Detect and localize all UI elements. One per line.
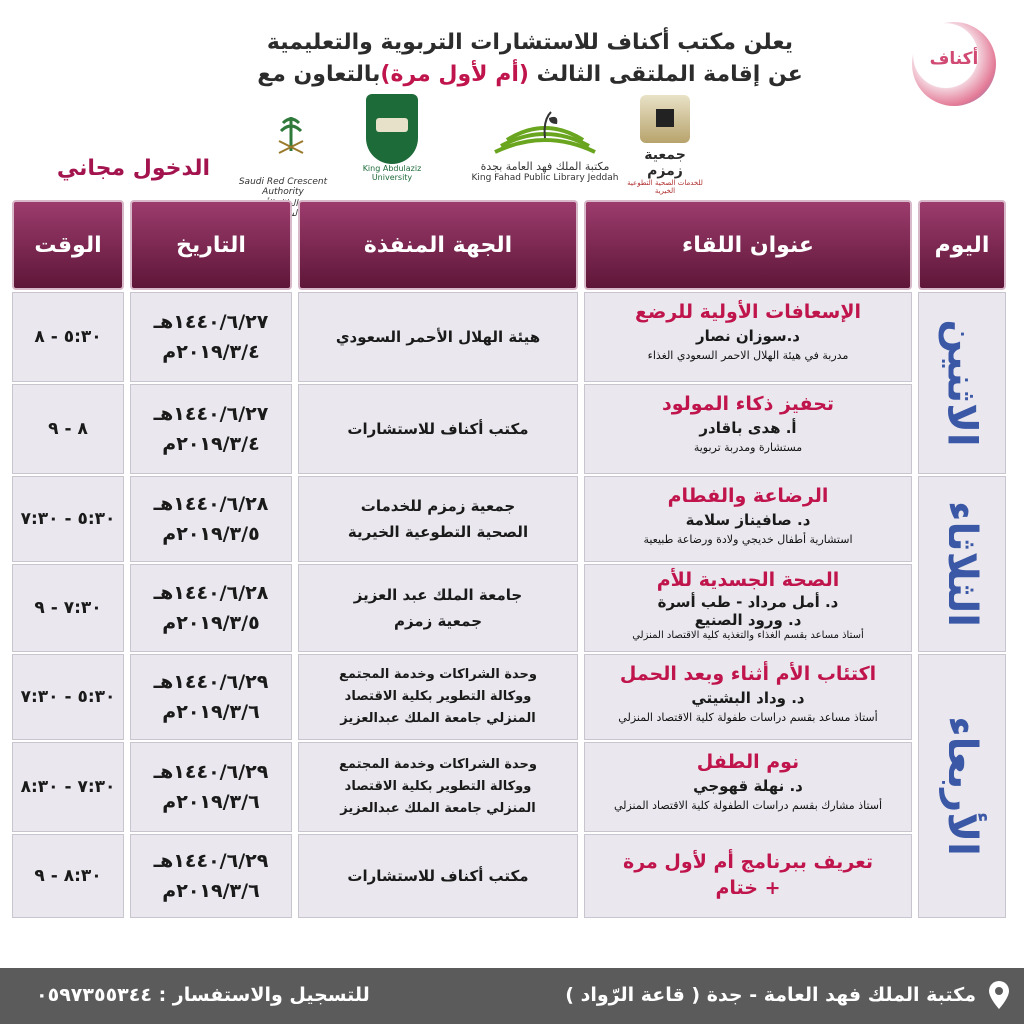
announcement-highlight: (أم لأول مرة) bbox=[380, 62, 529, 87]
row-1-time: ٥:٣٠ - ٨ bbox=[34, 327, 102, 347]
row-5-time: ٥:٣٠ - ٧:٣٠ bbox=[20, 687, 116, 707]
row-6-title-cell bbox=[584, 742, 912, 832]
row-7-date-hijri: ١٤٤٠/٦/٢٩هـ bbox=[153, 850, 269, 872]
announcement-line-1: يعلن مكتب أكناف للاستشارات التربوية والتعليمية bbox=[266, 30, 794, 55]
row-1-title-cell bbox=[584, 292, 912, 382]
row-3-entity-cell bbox=[298, 476, 578, 562]
row-2-date-greg: ٢٠١٩/٣/٤م bbox=[162, 433, 260, 455]
announcement-line-2 bbox=[230, 62, 830, 87]
row-3-speaker: د. صافيناز سلامة bbox=[685, 511, 811, 529]
open-book-icon bbox=[485, 108, 605, 160]
row-5-date-hijri: ١٤٤٠/٦/٢٩هـ bbox=[153, 671, 269, 693]
row-3-entity-line-1: جمعية زمزم للخدمات bbox=[360, 497, 516, 515]
row-3-time: ٥:٣٠ - ٧:٣٠ bbox=[20, 509, 116, 529]
column-header-time: الوقت bbox=[12, 200, 124, 290]
row-5-title: اكتئاب الأم أثناء وبعد الحمل bbox=[619, 663, 877, 685]
row-4-entity-cell bbox=[298, 564, 578, 652]
row-1-title: الإسعافات الأولية للرضع bbox=[634, 301, 862, 323]
akna-logo-text: أكناف bbox=[929, 49, 979, 69]
row-6-entity-line-3: المنزلي جامعة الملك عبدالعزيز bbox=[340, 801, 536, 816]
row-7-time: ٨:٣٠ - ٩ bbox=[34, 866, 102, 886]
row-4-date-cell bbox=[130, 564, 292, 652]
red-crescent-icon bbox=[243, 95, 323, 175]
row-5-entity-line-1: وحدة الشراكات وخدمة المجتمع bbox=[338, 667, 538, 682]
day-cell-tuesday bbox=[918, 476, 1006, 652]
row-5-speaker: د. وداد البشيتي bbox=[691, 689, 805, 707]
akna-logo bbox=[912, 22, 996, 106]
row-2-role: مستشارة ومدربة تربوية bbox=[693, 441, 803, 454]
row-4-title-cell bbox=[584, 564, 912, 652]
row-7-title-line-1: تعريف ببرنامج أم لأول مرة bbox=[622, 851, 873, 873]
row-4-date-hijri: ١٤٤٠/٦/٢٨هـ bbox=[153, 582, 269, 604]
row-5-entity-line-3: المنزلي جامعة الملك عبدالعزيز bbox=[340, 711, 536, 726]
row-3-title: الرضاعة والفطام bbox=[667, 485, 829, 507]
row-4-entity-line-1: جامعة الملك عبد العزيز bbox=[353, 586, 523, 604]
column-header-day: اليوم bbox=[918, 200, 1006, 290]
announcement-pre: عن إقامة الملتقى الثالث bbox=[536, 62, 803, 87]
row-2-title-cell bbox=[584, 384, 912, 474]
row-7-title-cell bbox=[584, 834, 912, 918]
footer-location: مكتبة الملك فهد العامة - جدة ( قاعة الرّواد ) bbox=[565, 984, 976, 1006]
kau-logo bbox=[352, 94, 432, 186]
library-logo bbox=[470, 108, 620, 188]
row-2-speaker: أ. هدى باقادر bbox=[699, 419, 797, 437]
row-7-time-cell bbox=[12, 834, 124, 918]
row-5-date-greg: ٢٠١٩/٣/٦م bbox=[162, 701, 260, 723]
row-1-entity-cell bbox=[298, 292, 578, 382]
row-7-date-cell bbox=[130, 834, 292, 918]
footer-bar bbox=[0, 968, 1024, 1024]
row-3-title-cell bbox=[584, 476, 912, 562]
announcement-post: بالتعاون مع bbox=[257, 62, 381, 87]
row-6-date-cell bbox=[130, 742, 292, 832]
row-6-time-cell bbox=[12, 742, 124, 832]
university-crest-icon bbox=[366, 94, 418, 164]
row-6-date-greg: ٢٠١٩/٣/٦م bbox=[162, 791, 260, 813]
row-4-entity-line-2: جمعية زمزم bbox=[393, 612, 483, 630]
day-label-wednesday: الأربعاء bbox=[939, 716, 985, 856]
red-crescent-logo bbox=[238, 95, 328, 205]
zamzam-logo-name: جمعية زمزم bbox=[644, 147, 686, 179]
row-2-entity: مكتب أكناف للاستشارات bbox=[347, 420, 529, 438]
row-3-date-hijri: ١٤٤٠/٦/٢٨هـ bbox=[153, 493, 269, 515]
row-3-time-cell bbox=[12, 476, 124, 562]
row-5-date-cell bbox=[130, 654, 292, 740]
row-4-title: الصحة الجسدية للأم bbox=[656, 569, 840, 591]
day-cell-wednesday bbox=[918, 654, 1006, 918]
row-5-role: أستاذ مساعد بقسم دراسات طفولة كلية الاقتصاد المنزلي bbox=[618, 711, 878, 724]
day-cell-monday bbox=[918, 292, 1006, 474]
row-6-entity-line-1: وحدة الشراكات وخدمة المجتمع bbox=[338, 757, 538, 772]
row-3-role: استشارية أطفال خديجي ولادة ورضاعة طبيعية bbox=[643, 533, 853, 546]
row-2-date-hijri: ١٤٤٠/٦/٢٧هـ bbox=[153, 403, 269, 425]
row-6-title: نوم الطفل bbox=[696, 751, 800, 773]
row-4-date-greg: ٢٠١٩/٣/٥م bbox=[162, 612, 260, 634]
row-4-speaker-2: د. ورود الصنيع bbox=[694, 611, 802, 629]
row-4-role: أستاذ مساعد بقسم الغذاء والتغذية كلية الاقتصاد المنزلي bbox=[632, 630, 864, 641]
column-header-entity: الجهة المنفذة bbox=[298, 200, 578, 290]
row-1-date-greg: ٢٠١٩/٣/٤م bbox=[162, 341, 260, 363]
row-2-time: ٨ - ٩ bbox=[48, 419, 88, 439]
row-7-entity: مكتب أكناف للاستشارات bbox=[347, 867, 529, 885]
free-entry-label: الدخول مجاني bbox=[56, 156, 210, 181]
kaaba-icon bbox=[640, 95, 690, 143]
row-7-date-greg: ٢٠١٩/٣/٦م bbox=[162, 880, 260, 902]
row-7-title-line-2: + ختام bbox=[715, 877, 781, 899]
footer-registration: للتسجيل والاستفسار : ٠٥٩٧٣٥٥٣٤٤ bbox=[36, 984, 370, 1006]
row-1-date-hijri: ١٤٤٠/٦/٢٧هـ bbox=[153, 311, 269, 333]
day-label-monday: الاثنين bbox=[939, 319, 986, 447]
row-6-entity-cell bbox=[298, 742, 578, 832]
row-5-entity-line-2: ووكالة التطوير بكلية الاقتصاد bbox=[344, 689, 532, 704]
row-2-date-cell bbox=[130, 384, 292, 474]
row-4-time-cell bbox=[12, 564, 124, 652]
row-2-time-cell bbox=[12, 384, 124, 474]
zamzam-logo bbox=[626, 95, 704, 200]
row-2-title: تحفيز ذكاء المولود bbox=[661, 393, 835, 415]
row-6-role: أستاذ مشارك بقسم دراسات الطفولة كلية الاقتصاد المنزلي bbox=[613, 799, 883, 812]
library-logo-ar: مكتبة الملك فهد العامة بجدة bbox=[480, 160, 610, 173]
row-3-entity-line-2: الصحية التطوعية الخيرية bbox=[347, 523, 529, 541]
row-6-speaker: د. نهلة قهوجي bbox=[693, 777, 803, 795]
row-1-time-cell bbox=[12, 292, 124, 382]
row-3-date-cell bbox=[130, 476, 292, 562]
row-5-time-cell bbox=[12, 654, 124, 740]
red-crescent-logo-en: Saudi Red Crescent Authority bbox=[238, 177, 328, 197]
column-header-title: عنوان اللقاء bbox=[584, 200, 912, 290]
row-5-title-cell bbox=[584, 654, 912, 740]
row-1-entity: هيئة الهلال الأحمر السعودي bbox=[335, 328, 541, 346]
column-header-date: التاريخ bbox=[130, 200, 292, 290]
row-6-entity-line-2: ووكالة التطوير بكلية الاقتصاد bbox=[344, 779, 532, 794]
row-7-entity-cell bbox=[298, 834, 578, 918]
row-5-entity-cell bbox=[298, 654, 578, 740]
row-1-date-cell bbox=[130, 292, 292, 382]
row-1-role: مدربة في هيئة الهلال الاحمر السعودي الغذاء bbox=[647, 349, 849, 362]
row-6-date-hijri: ١٤٤٠/٦/٢٩هـ bbox=[153, 761, 269, 783]
row-4-time: ٧:٣٠ - ٩ bbox=[34, 598, 102, 618]
library-logo-en: King Fahad Public Library Jeddah bbox=[471, 173, 619, 183]
kau-logo-sub: King Abdulaziz University bbox=[362, 164, 422, 182]
location-pin-icon bbox=[988, 980, 1010, 1010]
day-label-tuesday: الثلاثاء bbox=[939, 501, 986, 627]
zamzam-logo-sub: للخدمات الصحية التطوعية الخيرية bbox=[627, 179, 703, 195]
row-2-entity-cell bbox=[298, 384, 578, 474]
row-3-date-greg: ٢٠١٩/٣/٥م bbox=[162, 523, 260, 545]
row-4-speaker-1: د. أمل مرداد - طب أسرة bbox=[657, 593, 839, 611]
row-1-speaker: د.سوزان نصار bbox=[695, 327, 801, 345]
row-6-time: ٧:٣٠ - ٨:٣٠ bbox=[20, 777, 116, 797]
